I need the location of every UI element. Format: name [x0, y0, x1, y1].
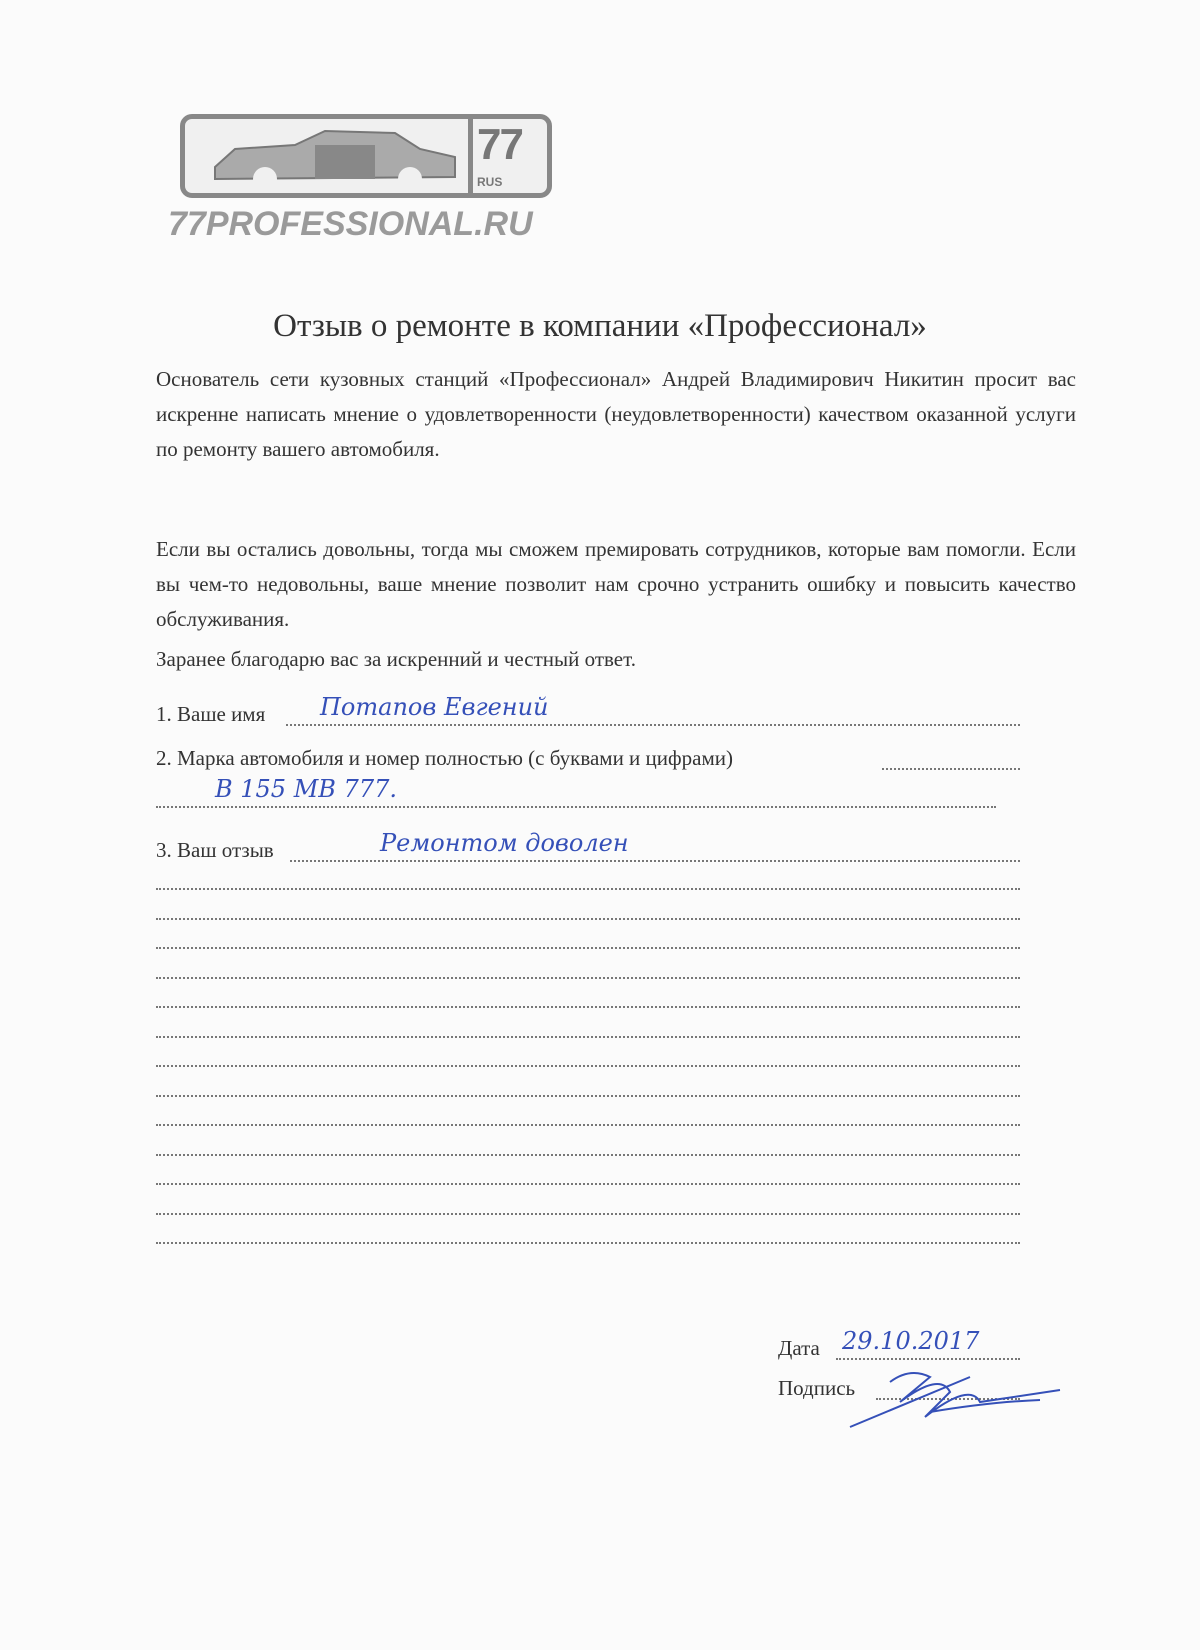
- review-line[interactable]: [156, 1093, 1020, 1097]
- company-logo: [168, 108, 560, 248]
- q3-label: 3. Ваш отзыв: [156, 838, 274, 862]
- review-line[interactable]: [156, 1211, 1020, 1215]
- review-line[interactable]: [156, 1122, 1020, 1126]
- license-plate-graphic: [180, 114, 552, 198]
- car-icon: [205, 127, 465, 191]
- second-paragraph: Если вы остались довольны, тогда мы сможем премировать сотрудников, которые вам помогли. Если вы чем-то недовольны, ваше мнение позволит нам срочно устранить ошибку и повысить качество обслуживания.: [156, 537, 1076, 631]
- review-line[interactable]: [156, 1004, 1020, 1008]
- region-code: 77: [477, 120, 522, 169]
- q3-answer-line[interactable]: [290, 858, 1020, 862]
- review-line[interactable]: [156, 1240, 1020, 1244]
- q3-answer: Ремонтом доволен: [380, 829, 629, 857]
- page-title: Отзыв о ремонте в компании «Профессионал»: [273, 308, 927, 344]
- thanks-line: Заранее благодарю вас за искренний и честный ответ.: [156, 647, 636, 671]
- review-line[interactable]: [156, 1063, 1020, 1067]
- q2-label: 2. Марка автомобиля и номер полностью (с буквами и цифрами): [156, 746, 733, 770]
- date-value: 29.10.2017: [842, 1327, 980, 1355]
- q2-answer-line-1[interactable]: [882, 766, 1020, 770]
- review-line[interactable]: [156, 886, 1020, 890]
- review-line[interactable]: [156, 1034, 1020, 1038]
- signature-mark: [830, 1362, 1070, 1432]
- q1-label: 1. Ваше имя: [156, 702, 266, 726]
- date-line[interactable]: [836, 1356, 1020, 1360]
- date-label: Дата: [778, 1336, 820, 1360]
- logo-site-name: 77PROFESSIONAL.RU: [168, 205, 533, 243]
- region-rus: RUS: [477, 175, 503, 189]
- intro-paragraph: Основатель сети кузовных станций «Профессионал» Андрей Владимирович Никитин просит вас искренне написать мнение о удовлетворенности (неудовлетворенности) качеством оказанной услуги по ремонту вашего автомобиля.: [156, 367, 1076, 461]
- review-line[interactable]: [156, 945, 1020, 949]
- plate-divider: [468, 119, 473, 193]
- q2-answer: В 155 МВ 777.: [215, 775, 397, 803]
- q1-answer: Потапов Евгений: [320, 693, 549, 721]
- review-line[interactable]: [156, 1152, 1020, 1156]
- review-line[interactable]: [156, 916, 1020, 920]
- review-line[interactable]: [156, 975, 1020, 979]
- signature-label: Подпись: [778, 1376, 856, 1400]
- q1-answer-line[interactable]: [286, 722, 1020, 726]
- q2-answer-line-2[interactable]: [156, 804, 996, 808]
- review-line[interactable]: [156, 1181, 1020, 1185]
